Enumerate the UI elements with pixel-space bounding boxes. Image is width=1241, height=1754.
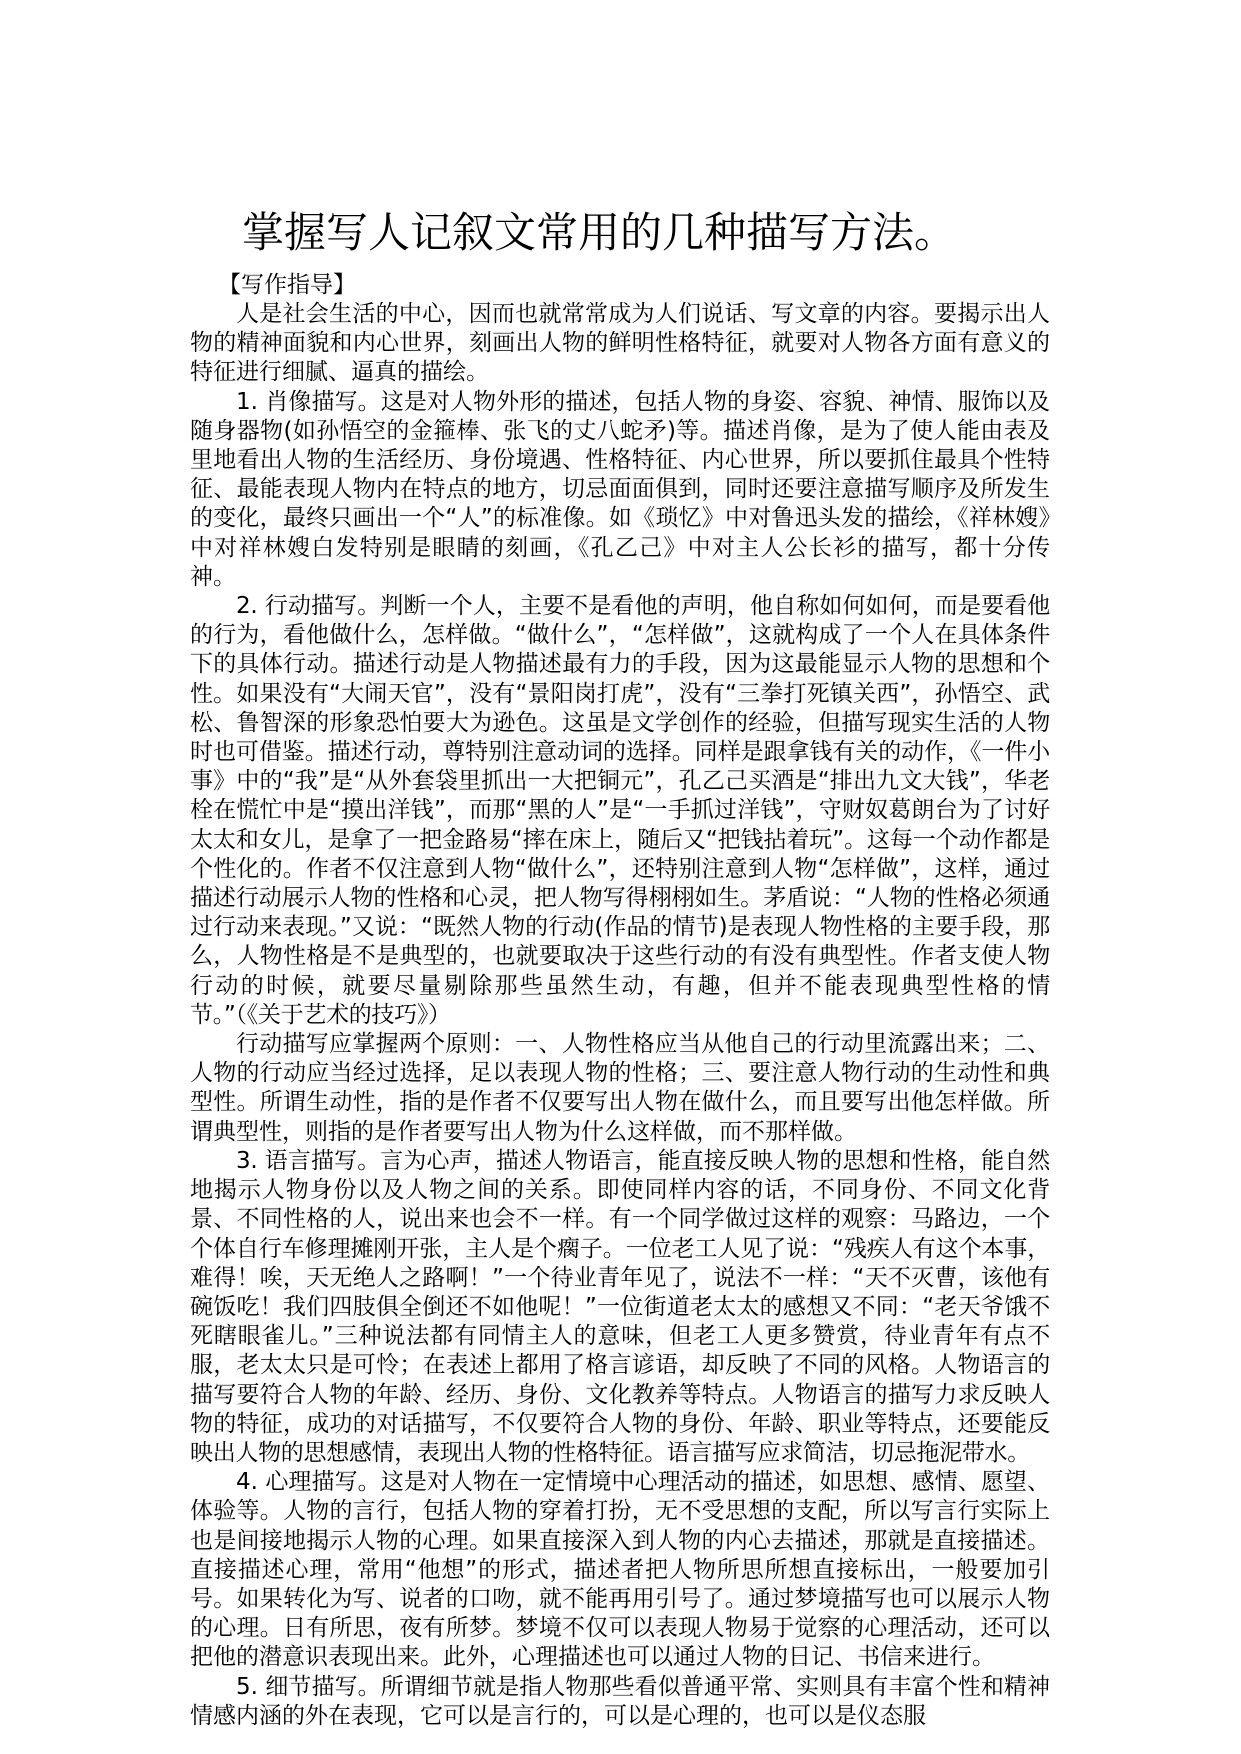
paragraph-psychology: 4. 心理描写。这是对人物在一定情境中心理活动的描述，如思想、感情、愿望、体验等。人物的言行，包括人物的穿着打扮，无不受思想的支配，所以写言行实际上也是间接地揭示人物的心理。如果直接深入到人物的内心去描述，那就是直接描述。直接描述心理，常用“他想”的形式，描述者把人物所思所想直接标出，一般要加引号。如果转化为写、说者的口吻，就不能再用引号了。通过梦境描写也可以展示人物的心理。日有所思，夜有所梦。梦境不仅可以表现人物易于觉察的心理活动，还可以把他的潜意识表现出来。此外，心理描述也可以通过人物的日记、书信来进行。: [190, 1469, 1050, 1671]
paragraph-portrait: 1. 肖像描写。这是对人物外形的描述，包括人物的身姿、容貌、神情、服饰以及随身器物(如孙悟空的金箍棒、张飞的丈八蛇矛)等。描述肖像，是为了使人能由表及里地看出人物的生活经历、身份境遇、性格特征、内心世界，所以要抓住最具个性特征、最能表现人物内在特点的地方，切忌面面俱到，同时还要注意描写顺序及所发生的变化，最终只画出一个“人”的标准像。如《琐忆》中对鲁迅头发的描绘，《祥林嫂》中对祥林嫂白发特别是眼睛的刻画，《孔乙己》中对主人公长衫的描写，都十分传神。: [190, 388, 1050, 590]
section-label: 【写作指导】: [218, 272, 356, 298]
document-page: [190, 205, 1050, 1731]
paragraph-intro: 人是社会生活的中心，因而也就常常成为人们说话、写文章的内容。要揭示出人物的精神面貌和内心世界，刻画出人物的鲜明性格特征，就要对人物各方面有意义的特征进行细腻、逼真的描绘。: [190, 301, 1050, 386]
document-title: 掌握写人记叙文常用的几种描写方法。: [242, 208, 957, 257]
paragraph-detail: 5. 细节描写。所谓细节就是指人物那些看似普通平常、实则具有丰富个性和精神情感内涵的外在表现，它可以是言行的，可以是心理的，也可以是仪态服: [190, 1673, 1050, 1729]
paragraph-action-principles: 行动描写应掌握两个原则：一、人物性格应当从他自己的行动里流露出来；二、人物的行动应当经过选择，足以表现人物的性格；三、要注意人物行动的生动性和典型性。所谓生动性，指的是作者不仅要写出人物在做什么，而且要写出他怎样做。所谓典型性，则指的是作者要写出人物为什么这样做，而不那样做。: [190, 1031, 1050, 1145]
paragraph-language: 3. 语言描写。言为心声，描述人物语言，能直接反映人物的思想和性格，能自然地揭示人物身份以及人物之间的关系。即使同样内容的话，不同身份、不同文化背景、不同性格的人，说出来也会不一样。有一个同学做过这样的观察：马路边，一个个体自行车修理摊刚开张，主人是个瘸子。一位老工人见了说：“残疾人有这个本事，难得！唉，天无绝人之路啊！”一个待业青年见了，说法不一样：“天不灭曹，该他有碗饭吃！我们四肢俱全倒还不如他呢！”一位街道老太太的感想又不同：“老天爷饿不死瞎眼雀儿。”三种说法都有同情主人的意味，但老工人更多赞赏，待业青年有点不服，老太太只是可怜；在表述上都用了格言谚语，却反映了不同的风格。人物语言的描写要符合人物的年龄、经历、身份、文化教养等特点。人物语言的描写力求反映人物的特征，成功的对话描写，不仅要符合人物的身份、年龄、职业等特点，还要能反映出人物的思想感情，表现出人物的性格特征。语言描写应求简洁，切忌拖泥带水。: [190, 1147, 1050, 1466]
paragraph-action: 2. 行动描写。判断一个人，主要不是看他的声明，他自称如何如何，而是要看他的行为，看他做什么，怎样做。“做什么”，“怎样做”，这就构成了一个人在具体条件下的具体行动。描述行动是人物描述最有力的手段，因为这最能显示人物的思想和个性。如果没有“大闹天官”，没有“景阳岗打虎”，没有“三拳打死镇关西”，孙悟空、武松、鲁智深的形象恐怕要大为逊色。这虽是文学创作的经验，但描写现实生活的人物时也可借鉴。描述行动，尊特别注意动词的选择。同样是跟拿钱有关的动作，《一件小事》中的“我”是“从外套袋里抓出一大把铜元”，孔乙己买酒是“排出九文大钱”，华老栓在慌忙中是“摸出洋钱”，而那“黑的人”是“一手抓过洋钱”，守财奴葛朗台为了讨好太太和女儿，是拿了一把金路易“摔在床上，随后又“把钱拈着玩”。这每一个动作都是个性化的。作者不仅注意到人物“做什么”，还特别注意到人物“怎样做”，这样，通过描述行动展示人物的性格和心灵，把人物写得栩栩如生。茅盾说：“人物的性格必须通过行动来表现。”又说：“既然人物的行动(作品的情节)是表现人物性格的主要手段，那么，人物性格是不是典型的，也就要取决于这些行动的有没有典型性。作者支使人物行动的时候，就要尽量剔除那些虽然生动，有趣，但并不能表现典型性格的情节。”（《关于艺术的技巧》）: [190, 593, 1050, 1028]
